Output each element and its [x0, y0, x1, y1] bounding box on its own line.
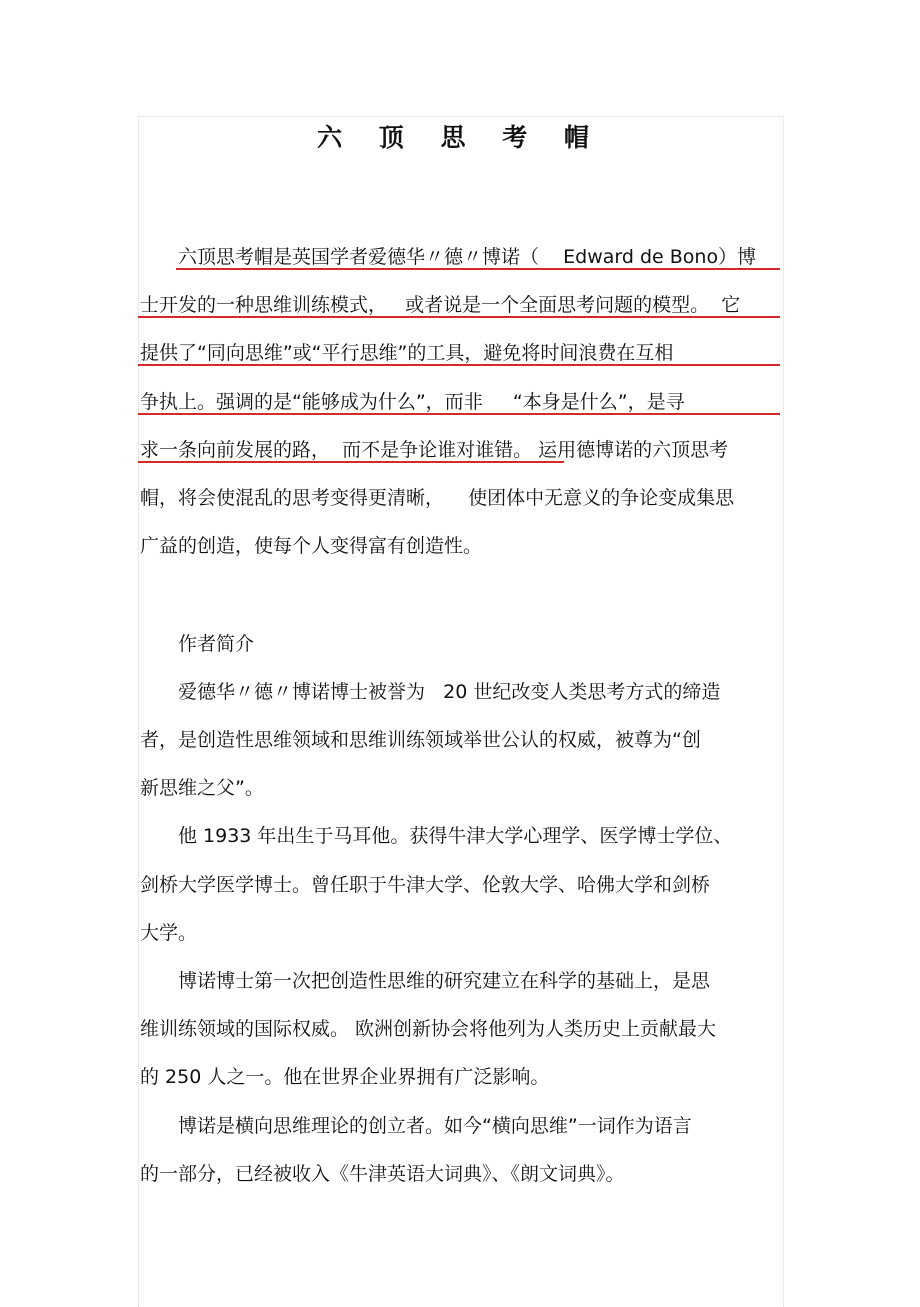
red-underline	[176, 268, 780, 270]
author-heading: 作者简介	[178, 633, 255, 655]
intro-line-3: 提供了“同向思维”或“平行思维”的工具，避免将时间浪费在互相	[140, 342, 674, 364]
author-p3-line-2: 维训练领域的国际权威。 欧洲创新协会将他列为人类历史上贡献最大	[140, 1018, 717, 1040]
author-p3-line-1: 博诺博士第一次把创造性思维的研究建立在科学的基础上，是思	[178, 970, 711, 992]
intro-line-6: 帽，将会使混乱的思考变得更清晰， 使团体中无意义的争论变成集思	[140, 487, 735, 509]
intro-line-7: 广益的创造，使每个人变得富有创造性。	[140, 535, 483, 557]
author-p2-line-1: 他 1933 年出生于马耳他。获得牛津大学心理学、医学博士学位、	[178, 825, 733, 847]
author-p1-line-2: 者，是创造性思维领域和思维训练领域举世公认的权威，被尊为“创	[140, 729, 701, 751]
intro-line-1: 六顶思考帽是英国学者爱德华〃德〃博诺（ Edward de Bono）博	[178, 246, 757, 268]
author-p4-line-1: 博诺是横向思维理论的创立者。如今“横向思维”一词作为语言	[178, 1115, 692, 1137]
author-p1-line-3: 新思维之父”。	[140, 777, 264, 799]
author-p2-line-3: 大学。	[140, 922, 198, 944]
red-underline	[138, 413, 780, 415]
author-p4-line-2: 的一部分，已经被收入《牛津英语大词典》、《朗文词典》。	[140, 1163, 625, 1185]
red-underline	[138, 364, 780, 366]
intro-line-5: 求一条向前发展的路， 而不是争论谁对谁错。 运用德博诺的六顶思考	[140, 439, 729, 461]
red-underline	[138, 316, 780, 318]
red-underline	[138, 461, 564, 463]
author-p1-line-1: 爱德华〃德〃博诺博士被誉为 20 世纪改变人类思考方式的缔造	[178, 681, 721, 703]
author-p3-line-3: 的 250 人之一。他在世界企业界拥有广泛影响。	[140, 1066, 550, 1088]
intro-line-2: 士开发的一种思维训练模式， 或者说是一个全面思考问题的模型。 它	[140, 294, 741, 316]
document-title: 六 顶 思 考 帽	[317, 123, 603, 152]
intro-line-4: 争执上。强调的是“能够成为什么”，而非 “本身是什么”，是寻	[140, 391, 685, 413]
author-p2-line-2: 剑桥大学医学博士。曾任职于牛津大学、伦敦大学、哈佛大学和剑桥	[140, 874, 711, 896]
